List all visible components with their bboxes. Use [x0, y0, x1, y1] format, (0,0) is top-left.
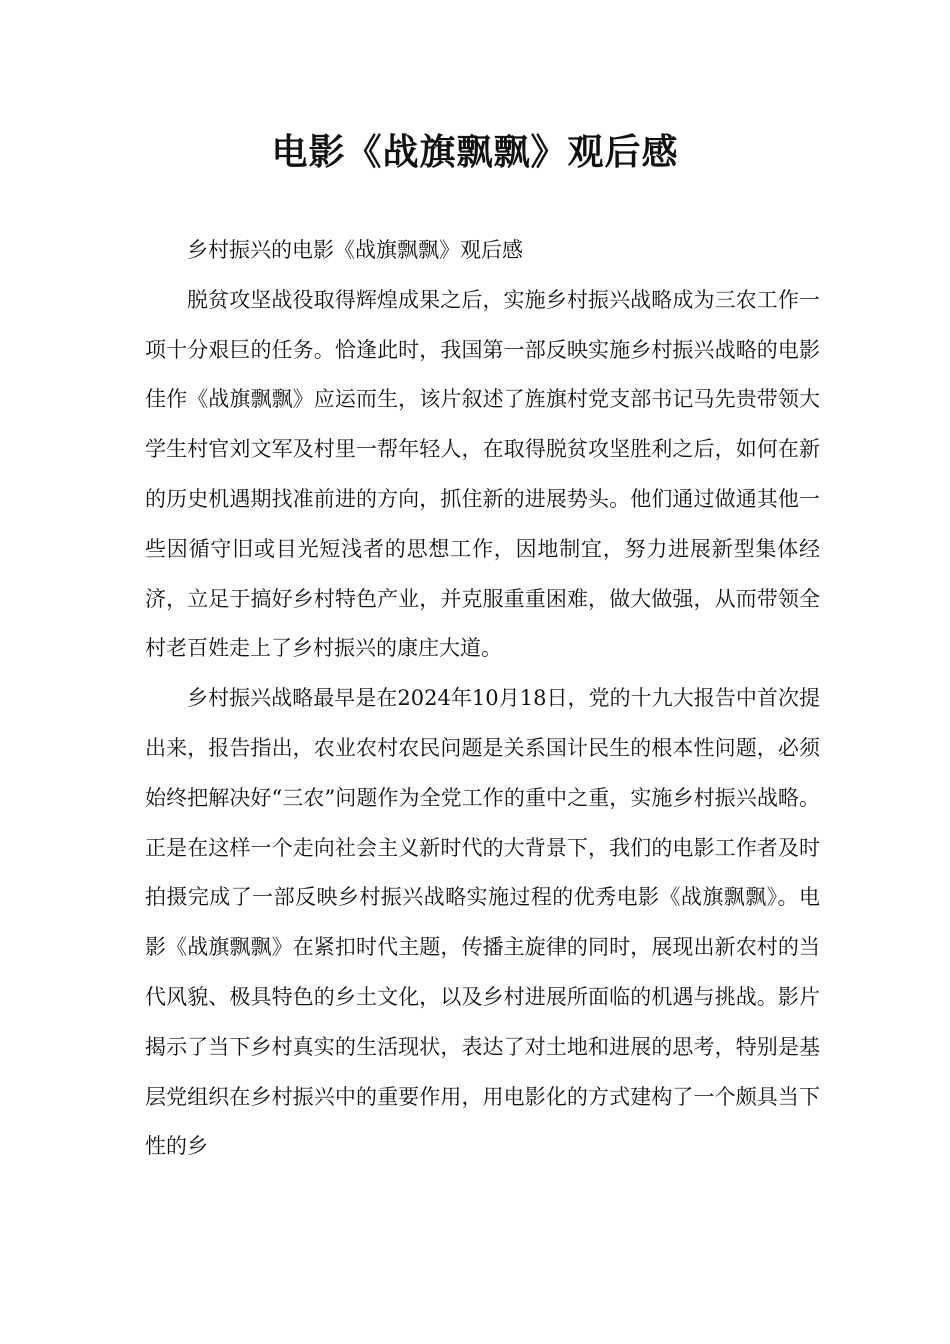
document-title: 电影《战旗飘飘》观后感 [271, 132, 679, 173]
body-paragraph: 脱贫攻坚战役取得辉煌成果之后，实施乡村振兴战略成为三农工作一项十分艰巨的任务。恰逢此时，我国第一部反映实施乡村振兴战略的电影佳作《战旗飘飘》应运而生，该片叙述了旌旗村党支部书记马先贵带领大学生村官刘文军及村里一帮年轻人，在取得脱贫攻坚胜利之后，如何在新的历史机遇期找准前进的方向，抓住新的进展势头。他们通过做通其他一些因循守旧或目光短浅者的思想工作，因地制宜，努力进展新型集体经济，立足于搞好乡村特色产业，并克服重重困难，做大做强，从而带领全村老百姓走上了乡村振兴的康庄大道。 [145, 287, 820, 661]
subtitle-paragraph: 乡村振兴的电影《战旗飘飘》观后感 [187, 238, 523, 262]
body-paragraph: 乡村振兴战略最早是在2024年10月18日，党的十九大报告中首次提出来，报告指出，农业农村农民问题是关系国计民生的根本性问题，必须始终把解决好“三农”问题作为全党工作的重中之重，实施乡村振兴战略。正是在这样一个走向社会主义新时代的大背景下，我们的电影工作者及时拍摄完成了一部反映乡村振兴战略实施过程的优秀电影《战旗飘飘》。电影《战旗飘飘》在紧扣时代主题，传播主旋律的同时，展现出新农村的当代风貌、极具特色的乡土文化，以及乡村进展所面临的机遇与挑战。影片揭示了当下乡村真实的生活现状，表达了对土地和进展的思考，特别是基层党组织在乡村振兴中的重要作用，用电影化的方式建构了一个颇具当下性的乡 [145, 686, 820, 1159]
document-body [145, 226, 820, 1172]
